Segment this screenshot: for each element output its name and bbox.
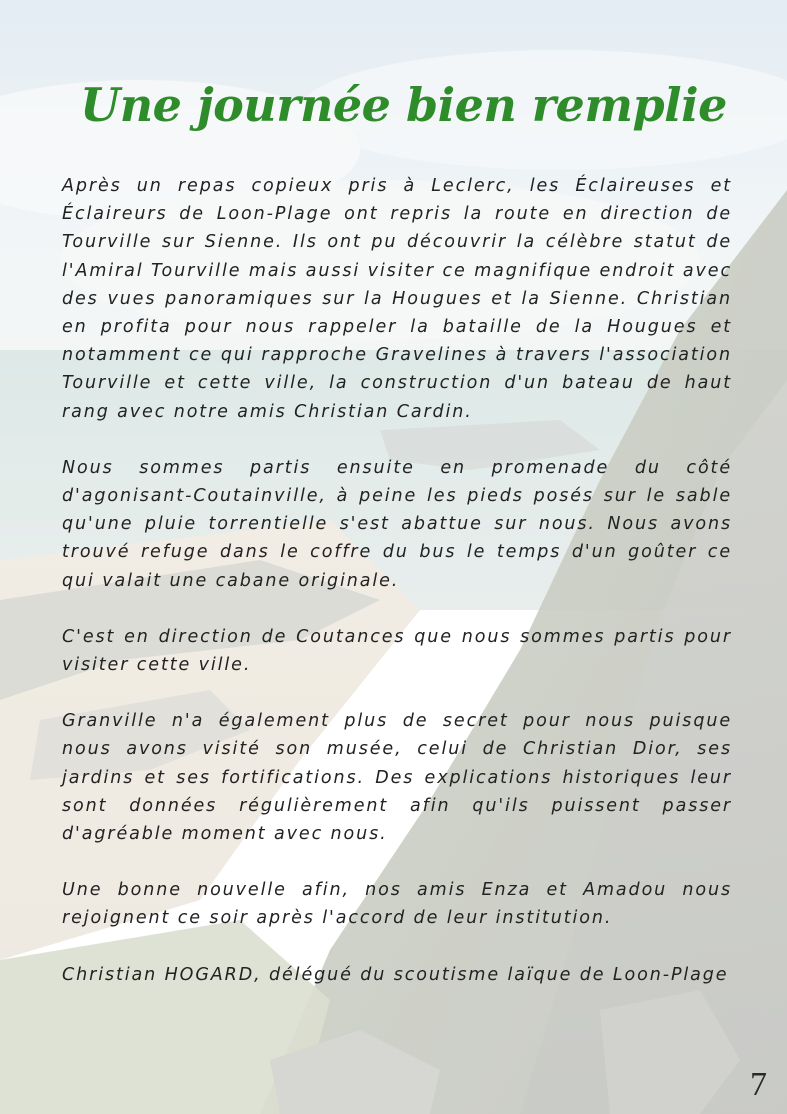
paragraph-repas-tourville: Après un repas copieux pris à Leclerc, les Éclaireuses et Éclaireurs de Loon-Plage ont repris la route en direction de Tourville sur Sienne. Ils ont pu découvrir la célèbre statut de l'Amiral Tourville mais aussi visiter ce magnifique endroit avec des vues panoramiques sur la Hougues et la Sienne. Christian en profita pour nous rappeler la bataille de la Hougues et notamment ce qui rapproche Gravelines à travers l'association Tourville et cette ville, la construction d'un bateau de haut rang avec notre amis Christian Cardin. — [62, 176, 732, 422]
page-title — [0, 78, 787, 132]
paragraph-signature: Christian HOGARD, délégué du scoutisme laïque de Loon-Plage — [62, 964, 729, 985]
paragraph-bonne-nouvelle: Une bonne nouvelle afin, nos amis Enza et Amadou nous rejoignent ce soir après l'accord de leur institution. — [62, 880, 732, 929]
page-title-text: Une journée bien remplie — [80, 78, 727, 132]
paragraph-granville: Granville n'a également plus de secret pour nous puisque nous avons visité son musée, celui de Christian Dior, ses jardins et ses fortifications. Des explications historiques leur sont données régulièrement afin qu'ils puissent passer d'agréable moment avec nous. — [62, 711, 732, 845]
page-number: 7 — [750, 1066, 767, 1103]
paragraph-promenade-pluie: Nous sommes partis ensuite en promenade du côté d'agonisant-Coutainville, à peine les pieds posés sur le sable qu'une pluie torrentielle s'est abattue sur nous. Nous avons trouvé refuge dans le coffre du bus le temps d'un goûter ce qui valait une cabane originale. — [62, 457, 732, 591]
paragraph-coutances: C'est en direction de Coutances que nous sommes partis pour visiter cette ville. — [62, 626, 732, 676]
article-body — [62, 172, 732, 1017]
